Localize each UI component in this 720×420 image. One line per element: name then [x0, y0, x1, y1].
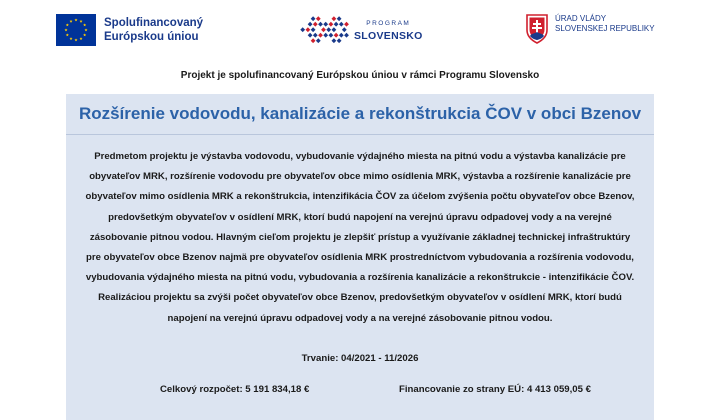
program-dot-icon [321, 27, 326, 32]
project-description [72, 147, 648, 329]
government-office-logo [526, 14, 655, 44]
logo-bar [0, 0, 720, 62]
program-logo-line1: PROGRAM [366, 20, 411, 27]
government-logo-line2: SLOVENSKEJ REPUBLIKY [555, 24, 655, 33]
program-dot-icon [326, 27, 331, 32]
eu-logo-line2: Európskou úniou [104, 31, 199, 43]
description-line: obyvateľov mimo osídlenia MRK a rekonštrukcia, intenzifikácia ČOV za účelom zvýšenia počtu obyvateľov obce Bzenov, [85, 191, 635, 203]
project-duration: Trvanie: 04/2021 - 11/2026 [301, 353, 419, 364]
program-dot-icon [344, 33, 349, 38]
description-line: obyvateľov MRK, rozšírenie vodovodu pre obyvateľov obce mimo osídlenia MRK, výstavba a rozšírenie kanalizácie pre [89, 171, 631, 183]
project-panel [66, 94, 654, 420]
program-dot-icon [328, 33, 333, 38]
program-dot-icon [311, 16, 316, 21]
program-dot-icon [334, 33, 339, 38]
eu-logo-text [104, 16, 203, 44]
program-dot-icon [344, 22, 349, 27]
project-title-box [66, 94, 654, 135]
program-dot-icon [313, 22, 318, 27]
description-line: zásobovanie pitnou vodou. Hlavným cieľom projektu je zlepšiť prístup a využívanie základnej technickej infraštruktúry [89, 231, 631, 243]
program-dot-icon [300, 27, 305, 32]
program-dot-icon [323, 33, 328, 38]
program-dot-icon [337, 38, 342, 43]
project-title: Rozšírenie vodovodu, kanalizácie a rekonštrukcia ČOV v obci Bzenov [78, 104, 642, 123]
program-dot-icon [331, 38, 336, 43]
government-logo-text [555, 14, 655, 34]
slovak-coat-of-arms-icon [526, 14, 548, 44]
program-dot-icon [316, 38, 321, 43]
eu-logo-line1: Spolufinancovaný [104, 17, 204, 29]
government-logo-line1: ÚRAD VLÁDY [555, 14, 607, 23]
program-logo-line2: SLOVENSKO [354, 30, 423, 42]
program-logo-text [354, 18, 423, 42]
program-dot-icon [318, 22, 323, 27]
eu-flag-icon [56, 14, 96, 46]
description-line: pre obyvateľov obce Bzenov najmä pre obyvateľov osídlenia MRK prostredníctvom vybudovania a rozšírenia vodovodu, [86, 252, 634, 264]
program-dot-icon [308, 33, 313, 38]
program-dot-icon [311, 27, 316, 32]
program-dot-icon [308, 22, 313, 27]
project-eu-financing: Financovanie zo strany EÚ: 4 413 059,05 € [399, 384, 591, 395]
description-line: Predmetom projektu je výstavba vodovodu, vybudovanie výdajného miesta na pitnú vodu a výstavba kanalizácie pre [94, 151, 626, 162]
cofinancing-subtitle: Projekt je spolufinancovaný Európskou úniou v rámci Programu Slovensko [180, 70, 540, 81]
program-dot-icon [331, 16, 336, 21]
project-total-budget: Celkový rozpočet: 5 191 834,18 € [160, 384, 310, 395]
program-dot-icon [311, 38, 316, 43]
program-dot-icon [339, 22, 344, 27]
program-dot-icon [331, 27, 336, 32]
program-dot-icon [313, 33, 318, 38]
program-dot-icon [328, 22, 333, 27]
program-slovensko-logo [298, 14, 423, 46]
eu-logo [56, 14, 203, 46]
program-dot-icon [342, 27, 347, 32]
program-dot-icon [337, 16, 342, 21]
description-line: predovšetkým obyvateľov v osídlení MRK, ktorí budú napojení na verejnú úpravu odpadovej vody a na verejné [108, 211, 612, 223]
program-slovensko-mark-icon [298, 14, 350, 46]
program-dot-icon [305, 27, 310, 32]
description-line: vybudovania výdajného miesta na pitnú vodu, vybudovania a rozšírenia kanalizácie a rekonštrukcie - intenzifikácie ČOV. [85, 272, 635, 284]
program-dot-icon [334, 22, 339, 27]
program-dot-icon [323, 22, 328, 27]
program-dot-icon [316, 16, 321, 21]
program-dot-icon [318, 33, 323, 38]
description-line: napojení na verejnú úpravu odpadovej vody a na verejné zásobovanie pitnou vodou. [167, 312, 553, 324]
program-dot-icon [339, 33, 344, 38]
description-line: Realizáciou projektu sa zvýši počet obyvateľov obce Bzenov, predovšetkým obyvateľov v osídlení MRK, ktorí budú [98, 292, 622, 304]
